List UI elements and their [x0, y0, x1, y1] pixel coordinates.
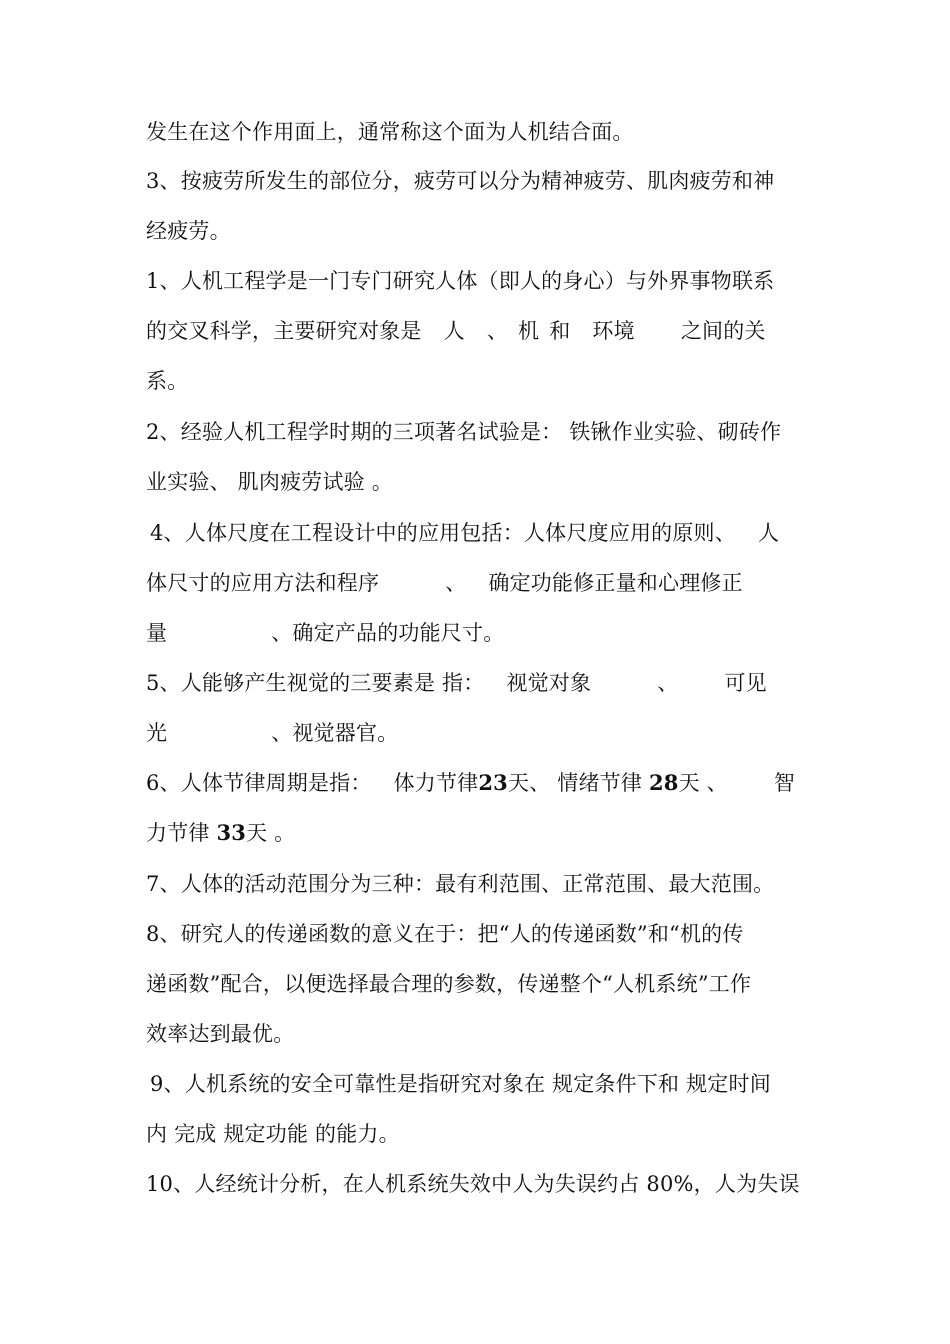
text-span: 天、 情绪节律: [508, 771, 649, 795]
text-span: 28: [648, 770, 679, 795]
text-span: 视觉对象: [506, 671, 592, 695]
text-line: 8、研究人的传递函数的意义在于：把“人的传递函数”和“机的传: [146, 922, 744, 946]
text-span: 6、人体节律周期是指：: [146, 771, 372, 795]
text-span: 和: [549, 319, 571, 343]
text-span: 天 。: [246, 821, 296, 845]
text-line: 7、人体的活动范围分为三种：最有利范围、正常范围、最大范围。: [146, 872, 775, 896]
text-line: [146, 316, 810, 346]
text-line: [146, 818, 810, 848]
text-span: 33: [216, 820, 247, 845]
text-span: 量: [146, 621, 168, 645]
text-span: 4、人体尺度在工程设计中的应用包括：人体尺度应用的原则、: [150, 521, 736, 545]
text-line: 系。: [146, 369, 189, 393]
text-line: [150, 518, 814, 548]
text-line: [146, 718, 810, 748]
text-line: [146, 568, 810, 598]
text-span: 5、人能够产生视觉的三要素是 指：: [146, 671, 485, 695]
text-line: [146, 668, 810, 698]
text-span: 机: [518, 319, 540, 343]
text-span: 、: [445, 571, 467, 595]
text-span: 、确定产品的功能尺寸。: [271, 621, 505, 645]
text-span: 、视觉器官。: [271, 721, 399, 745]
text-line: 10、人经统计分析，在人机系统失效中人为失误约占 80%，人为失误: [146, 1172, 800, 1196]
text-line: 业实验、 肌肉疲劳试验 。: [146, 470, 393, 494]
text-span: 之间的关: [680, 319, 766, 343]
text-span: 人: [757, 521, 780, 545]
text-line: 效率达到最优。: [146, 1022, 295, 1046]
text-span: 光: [146, 721, 168, 745]
text-span: 的交叉科学，主要研究对象是: [146, 319, 422, 343]
text-span: 智: [773, 771, 796, 795]
text-line: 内 完成 规定功能 的能力。: [146, 1122, 400, 1146]
text-line: 2、经验人机工程学时期的三项著名试验是： 铁锹作业实验、砌砖作: [146, 420, 782, 444]
text-line: 1、人机工程学是一门专门研究人体（即人的身心）与外界事物联系: [146, 269, 775, 293]
text-span: 体力节律: [393, 771, 479, 795]
text-line: 递函数”配合，以便选择最合理的参数，传递整个“人机系统”工作: [146, 972, 752, 996]
text-line: 9、人机系统的安全可靠性是指研究对象在 规定条件下和 规定时间: [150, 1072, 771, 1096]
text-span: 可见: [724, 671, 767, 695]
text-span: 23: [478, 770, 508, 795]
text-line: [146, 618, 810, 648]
text-span: 力节律: [146, 821, 217, 845]
text-line: 发生在这个作用面上，通常称这个面为人机结合面。: [146, 120, 634, 144]
text-line: 3、按疲劳所发生的部位分，疲劳可以分为精神疲劳、肌肉疲劳和神: [146, 169, 775, 193]
text-span: 确定功能修正量和心理修正: [488, 571, 743, 595]
text-span: 环境: [592, 319, 635, 343]
text-span: 天 、: [678, 771, 728, 795]
text-line: [146, 768, 810, 798]
text-line: 经疲劳。: [146, 219, 231, 243]
text-span: 、: [486, 319, 509, 343]
text-span: 、: [657, 671, 679, 695]
text-span: 体尺寸的应用方法和程序: [146, 571, 380, 595]
text-span: 人: [443, 319, 465, 343]
